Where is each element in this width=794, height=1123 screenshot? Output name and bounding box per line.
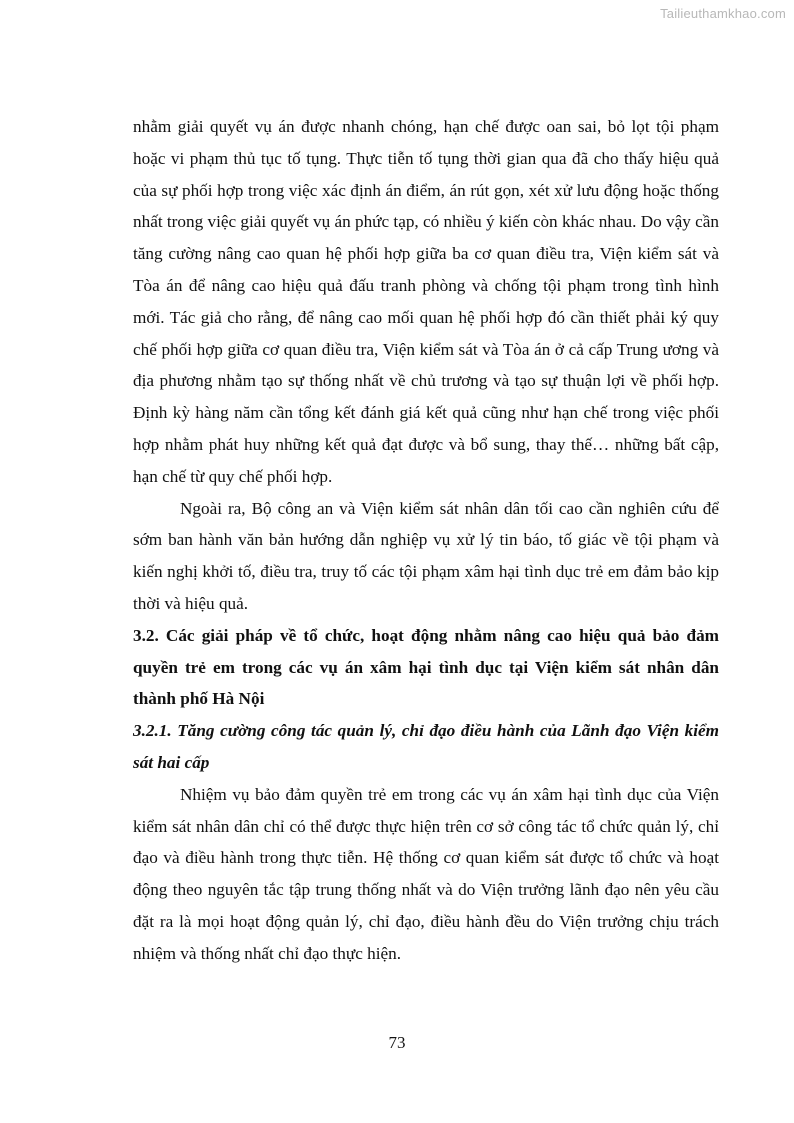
paragraph-continuation: nhằm giải quyết vụ án được nhanh chóng, hạn chế được oan sai, bỏ lọt tội phạm hoặc vi phạm thủ tục tố tụng. Thực tiễn tố tụng thời gian qua đã cho thấy hiệu quả của sự phối hợp trong việc xác định án điểm, án rút gọn, xét xử lưu động hoặc thống nhất trong việc giải quyết vụ án phức tạp, có nhiều ý kiến còn khác nhau. Do vậy cần tăng cường nâng cao quan hệ phối hợp giữa ba cơ quan điều tra, Viện kiểm sát và Tòa án để nâng cao hiệu quả đấu tranh phòng và chống tội phạm trong tình hình mới. Tác giả cho rằng, để nâng cao mối quan hệ phối hợp đó cần thiết phải ký quy chế phối hợp giữa cơ quan điều tra, Viện kiểm sát và Tòa án ở cả cấp Trung ương và địa phương nhằm tạo sự thống nhất về chủ trương và tạo sự thuận lợi về phối hợp. Định kỳ hàng năm cần tổng kết đánh giá kết quả cũng như hạn chế trong việc phối hợp nhằm phát huy những kết quả đạt được và bổ sung, thay thế… những bất cập, hạn chế từ quy chế phối hợp.	[133, 117, 719, 486]
watermark: Tailieuthamkhao.com	[660, 6, 786, 21]
section-heading: 3.2. Các giải pháp về tổ chức, hoạt động nhằm nâng cao hiệu quả bảo đảm quyền trẻ em trong các vụ án xâm hại tình dục tại Viện kiểm sát nhân dân thành phố Hà Nội	[133, 625, 719, 709]
document-body	[133, 111, 719, 970]
paragraph-additional-measures: Ngoài ra, Bộ công an và Viện kiểm sát nhân dân tối cao cần nghiên cứu để sớm ban hành văn bản hướng dẫn nghiệp vụ xử lý tin báo, tố giác về tội phạm và kiến nghị khởi tố, điều tra, truy tố các tội phạm xâm hại tình dục trẻ em đảm bảo kịp thời và hiệu quả.	[133, 498, 719, 613]
subsection-heading: 3.2.1. Tăng cường công tác quản lý, chỉ đạo điều hành của Lãnh đạo Viện kiểm sát hai cấp	[133, 721, 719, 772]
page-number: 73	[388, 1033, 406, 1052]
subsection-paragraph: Nhiệm vụ bảo đảm quyền trẻ em trong các vụ án xâm hại tình dục của Viện kiểm sát nhân dân chỉ có thể được thực hiện trên cơ sở công tác tổ chức quản lý, chỉ đạo và điều hành trong thực tiễn. Hệ thống cơ quan kiểm sát được tổ chức và hoạt động theo nguyên tắc tập trung thống nhất và do Viện trưởng lãnh đạo nên yêu cầu đặt ra là mọi hoạt động quản lý, chỉ đạo, điều hành đều do Viện trưởng chịu trách nhiệm và thống nhất chỉ đạo thực hiện.	[133, 784, 719, 963]
